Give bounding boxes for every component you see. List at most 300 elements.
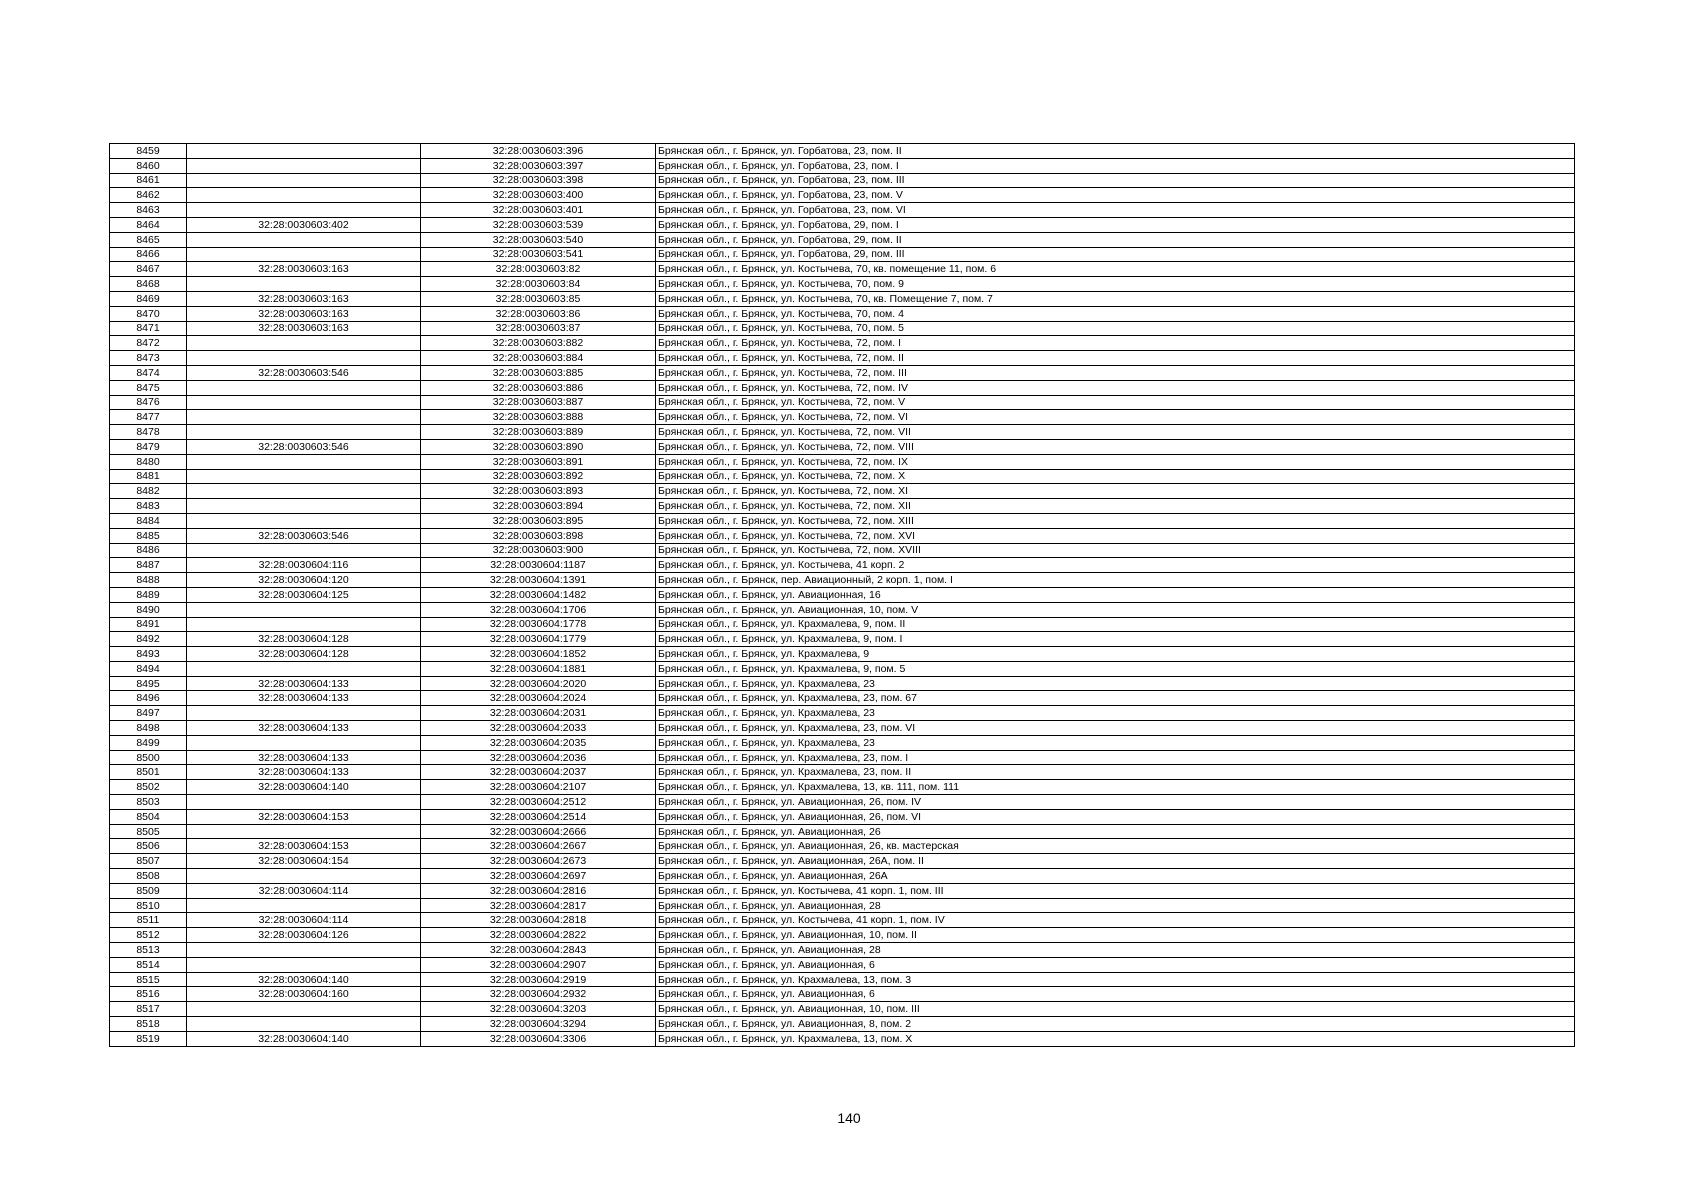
address-cell: Брянская обл., г. Брянск, пер. Авиационный, 2 корп. 1, пом. I <box>656 573 1575 588</box>
cadastral-number-cell: 32:28:0030603:887 <box>421 395 656 410</box>
cadastral-number-cell: 32:28:0030603:898 <box>421 528 656 543</box>
cadastral-number-cell: 32:28:0030604:1482 <box>421 587 656 602</box>
table-row <box>110 277 1575 292</box>
cadastral-number-cell: 32:28:0030603:397 <box>421 158 656 173</box>
parent-cadastral-number-cell <box>187 1002 421 1017</box>
parent-cadastral-number-cell: 32:28:0030603:402 <box>187 217 421 232</box>
address-cell: Брянская обл., г. Брянск, ул. Костычева, 70, пом. 5 <box>656 321 1575 336</box>
address-cell: Брянская обл., г. Брянск, ул. Авиационная, 10, пом. III <box>656 1002 1575 1017</box>
cadastral-number-cell: 32:28:0030604:2932 <box>421 987 656 1002</box>
table-row <box>110 987 1575 1002</box>
address-cell: Брянская обл., г. Брянск, ул. Костычева, 70, пом. 9 <box>656 277 1575 292</box>
address-cell: Брянская обл., г. Брянск, ул. Крахмалева, 9, пом. I <box>656 632 1575 647</box>
table-row <box>110 203 1575 218</box>
table-row <box>110 780 1575 795</box>
row-number-cell: 8517 <box>110 1002 187 1017</box>
parent-cadastral-number-cell: 32:28:0030604:114 <box>187 913 421 928</box>
address-cell: Брянская обл., г. Брянск, ул. Авиационная, 28 <box>656 943 1575 958</box>
table-row <box>110 499 1575 514</box>
address-cell: Брянская обл., г. Брянск, ул. Горбатова, 29, пом. I <box>656 217 1575 232</box>
parent-cadastral-number-cell <box>187 351 421 366</box>
row-number-cell: 8515 <box>110 972 187 987</box>
parent-cadastral-number-cell <box>187 173 421 188</box>
address-cell: Брянская обл., г. Брянск, ул. Крахмалева, 23 <box>656 706 1575 721</box>
cadastral-number-cell: 32:28:0030604:2667 <box>421 839 656 854</box>
table-row <box>110 513 1575 528</box>
address-cell: Брянская обл., г. Брянск, ул. Костычева, 72, пом. XVIII <box>656 543 1575 558</box>
cadastral-number-cell: 32:28:0030603:84 <box>421 277 656 292</box>
table-row <box>110 528 1575 543</box>
table-row <box>110 928 1575 943</box>
address-cell: Брянская обл., г. Брянск, ул. Авиационная, 26 <box>656 824 1575 839</box>
row-number-cell: 8489 <box>110 587 187 602</box>
row-number-cell: 8493 <box>110 647 187 662</box>
row-number-cell: 8508 <box>110 869 187 884</box>
table-row <box>110 351 1575 366</box>
cadastral-number-cell: 32:28:0030604:2024 <box>421 691 656 706</box>
table-row <box>110 602 1575 617</box>
cadastral-number-cell: 32:28:0030603:539 <box>421 217 656 232</box>
row-number-cell: 8466 <box>110 247 187 262</box>
table-row <box>110 365 1575 380</box>
address-cell: Брянская обл., г. Брянск, ул. Горбатова, 23, пом. I <box>656 158 1575 173</box>
address-cell: Брянская обл., г. Брянск, ул. Костычева, 72, пом. II <box>656 351 1575 366</box>
cadastral-number-cell: 32:28:0030603:900 <box>421 543 656 558</box>
cadastral-number-cell: 32:28:0030603:540 <box>421 232 656 247</box>
address-cell: Брянская обл., г. Брянск, ул. Костычева, 72, пом. X <box>656 469 1575 484</box>
row-number-cell: 8512 <box>110 928 187 943</box>
address-cell: Брянская обл., г. Брянск, ул. Крахмалева, 23 <box>656 735 1575 750</box>
parent-cadastral-number-cell <box>187 380 421 395</box>
row-number-cell: 8492 <box>110 632 187 647</box>
address-cell: Брянская обл., г. Брянск, ул. Авиационная, 16 <box>656 587 1575 602</box>
parent-cadastral-number-cell: 32:28:0030604:133 <box>187 676 421 691</box>
parent-cadastral-number-cell: 32:28:0030604:116 <box>187 558 421 573</box>
parent-cadastral-number-cell <box>187 661 421 676</box>
address-cell: Брянская обл., г. Брянск, ул. Костычева, 72, пом. V <box>656 395 1575 410</box>
table-row <box>110 854 1575 869</box>
row-number-cell: 8494 <box>110 661 187 676</box>
address-cell: Брянская обл., г. Брянск, ул. Авиационная, 6 <box>656 987 1575 1002</box>
parent-cadastral-number-cell <box>187 484 421 499</box>
table-row <box>110 795 1575 810</box>
address-cell: Брянская обл., г. Брянск, ул. Крахмалева, 9, пом. II <box>656 617 1575 632</box>
page-number: 140 <box>837 1110 861 1126</box>
table-row <box>110 232 1575 247</box>
address-cell: Брянская обл., г. Брянск, ул. Костычева, 72, пом. VIII <box>656 439 1575 454</box>
table-row <box>110 676 1575 691</box>
table-row <box>110 661 1575 676</box>
cadastral-number-cell: 32:28:0030603:541 <box>421 247 656 262</box>
address-cell: Брянская обл., г. Брянск, ул. Костычева, 72, пом. XIII <box>656 513 1575 528</box>
table-row <box>110 898 1575 913</box>
address-cell: Брянская обл., г. Брянск, ул. Костычева, 41 корп. 1, пом. IV <box>656 913 1575 928</box>
table-row <box>110 158 1575 173</box>
parent-cadastral-number-cell: 32:28:0030603:546 <box>187 439 421 454</box>
row-number-cell: 8497 <box>110 706 187 721</box>
parent-cadastral-number-cell <box>187 499 421 514</box>
row-number-cell: 8490 <box>110 602 187 617</box>
parent-cadastral-number-cell: 32:28:0030604:160 <box>187 987 421 1002</box>
cadastral-number-cell: 32:28:0030604:2031 <box>421 706 656 721</box>
address-cell: Брянская обл., г. Брянск, ул. Костычева, 72, пом. XVI <box>656 528 1575 543</box>
parent-cadastral-number-cell: 32:28:0030604:133 <box>187 750 421 765</box>
row-number-cell: 8516 <box>110 987 187 1002</box>
table-row <box>110 291 1575 306</box>
cadastral-number-cell: 32:28:0030603:886 <box>421 380 656 395</box>
address-cell: Брянская обл., г. Брянск, ул. Горбатова, 29, пом. II <box>656 232 1575 247</box>
cadastral-number-cell: 32:28:0030603:401 <box>421 203 656 218</box>
row-number-cell: 8502 <box>110 780 187 795</box>
address-cell: Брянская обл., г. Брянск, ул. Авиационная, 26, кв. мастерская <box>656 839 1575 854</box>
row-number-cell: 8468 <box>110 277 187 292</box>
row-number-cell: 8518 <box>110 1017 187 1032</box>
table-row <box>110 765 1575 780</box>
address-cell: Брянская обл., г. Брянск, ул. Горбатова, 23, пом. III <box>656 173 1575 188</box>
row-number-cell: 8475 <box>110 380 187 395</box>
row-number-cell: 8471 <box>110 321 187 336</box>
table-row <box>110 306 1575 321</box>
row-number-cell: 8498 <box>110 721 187 736</box>
row-number-cell: 8496 <box>110 691 187 706</box>
address-cell: Брянская обл., г. Брянск, ул. Горбатова, 23, пом. II <box>656 144 1575 159</box>
parent-cadastral-number-cell: 32:28:0030603:163 <box>187 306 421 321</box>
table-row <box>110 217 1575 232</box>
table-row <box>110 454 1575 469</box>
table-row <box>110 1002 1575 1017</box>
row-number-cell: 8510 <box>110 898 187 913</box>
cadastral-number-cell: 32:28:0030604:2036 <box>421 750 656 765</box>
row-number-cell: 8507 <box>110 854 187 869</box>
row-number-cell: 8481 <box>110 469 187 484</box>
cadastral-number-cell: 32:28:0030603:398 <box>421 173 656 188</box>
parent-cadastral-number-cell <box>187 824 421 839</box>
parent-cadastral-number-cell <box>187 602 421 617</box>
parent-cadastral-number-cell <box>187 869 421 884</box>
address-cell: Брянская обл., г. Брянск, ул. Крахмалева, 23, пом. 67 <box>656 691 1575 706</box>
row-number-cell: 8486 <box>110 543 187 558</box>
parent-cadastral-number-cell: 32:28:0030604:114 <box>187 883 421 898</box>
parent-cadastral-number-cell <box>187 735 421 750</box>
cadastral-number-cell: 32:28:0030603:893 <box>421 484 656 499</box>
parent-cadastral-number-cell <box>187 706 421 721</box>
cadastral-number-cell: 32:28:0030603:885 <box>421 365 656 380</box>
parent-cadastral-number-cell <box>187 144 421 159</box>
table-row <box>110 558 1575 573</box>
cadastral-number-cell: 32:28:0030604:2817 <box>421 898 656 913</box>
cadastral-number-cell: 32:28:0030604:2907 <box>421 957 656 972</box>
parent-cadastral-number-cell: 32:28:0030603:163 <box>187 262 421 277</box>
cadastral-number-cell: 32:28:0030603:892 <box>421 469 656 484</box>
address-cell: Брянская обл., г. Брянск, ул. Костычева, 70, пом. 4 <box>656 306 1575 321</box>
address-cell: Брянская обл., г. Брянск, ул. Крахмалева, 13, пом. 3 <box>656 972 1575 987</box>
row-number-cell: 8503 <box>110 795 187 810</box>
parent-cadastral-number-cell: 32:28:0030604:128 <box>187 632 421 647</box>
address-cell: Брянская обл., г. Брянск, ул. Костычева, 70, кв. Помещение 7, пом. 7 <box>656 291 1575 306</box>
parent-cadastral-number-cell: 32:28:0030603:546 <box>187 528 421 543</box>
table-row <box>110 735 1575 750</box>
table-row <box>110 1017 1575 1032</box>
address-cell: Брянская обл., г. Брянск, ул. Авиационная, 26А, пом. II <box>656 854 1575 869</box>
row-number-cell: 8483 <box>110 499 187 514</box>
address-cell: Брянская обл., г. Брянск, ул. Крахмалева, 23, пом. II <box>656 765 1575 780</box>
table-row <box>110 410 1575 425</box>
table-row <box>110 587 1575 602</box>
parent-cadastral-number-cell: 32:28:0030604:140 <box>187 1031 421 1046</box>
address-cell: Брянская обл., г. Брянск, ул. Крахмалева, 9 <box>656 647 1575 662</box>
table-row <box>110 809 1575 824</box>
table-row <box>110 647 1575 662</box>
address-cell: Брянская обл., г. Брянск, ул. Костычева, 72, пом. XI <box>656 484 1575 499</box>
row-number-cell: 8501 <box>110 765 187 780</box>
address-cell: Брянская обл., г. Брянск, ул. Костычева, 72, пом. XII <box>656 499 1575 514</box>
row-number-cell: 8505 <box>110 824 187 839</box>
parent-cadastral-number-cell <box>187 1017 421 1032</box>
cadastral-number-cell: 32:28:0030604:2822 <box>421 928 656 943</box>
address-cell: Брянская обл., г. Брянск, ул. Крахмалева, 9, пом. 5 <box>656 661 1575 676</box>
cadastral-number-cell: 32:28:0030604:2033 <box>421 721 656 736</box>
cadastral-number-cell: 32:28:0030603:895 <box>421 513 656 528</box>
cadastral-number-cell: 32:28:0030604:1881 <box>421 661 656 676</box>
cadastral-number-cell: 32:28:0030604:1779 <box>421 632 656 647</box>
cadastral-number-cell: 32:28:0030603:882 <box>421 336 656 351</box>
parent-cadastral-number-cell: 32:28:0030604:126 <box>187 928 421 943</box>
parent-cadastral-number-cell <box>187 898 421 913</box>
parent-cadastral-number-cell <box>187 425 421 440</box>
row-number-cell: 8511 <box>110 913 187 928</box>
row-number-cell: 8463 <box>110 203 187 218</box>
table-row <box>110 188 1575 203</box>
cadastral-number-cell: 32:28:0030604:2037 <box>421 765 656 780</box>
table-row <box>110 883 1575 898</box>
cadastral-number-cell: 32:28:0030604:2816 <box>421 883 656 898</box>
register-table-body <box>110 144 1575 1047</box>
address-cell: Брянская обл., г. Брянск, ул. Авиационная, 10, пом. V <box>656 602 1575 617</box>
row-number-cell: 8464 <box>110 217 187 232</box>
table-row <box>110 824 1575 839</box>
table-row <box>110 395 1575 410</box>
cadastral-number-cell: 32:28:0030603:891 <box>421 454 656 469</box>
parent-cadastral-number-cell: 32:28:0030604:133 <box>187 691 421 706</box>
cadastral-number-cell: 32:28:0030604:2035 <box>421 735 656 750</box>
address-cell: Брянская обл., г. Брянск, ул. Костычева, 72, пом. IX <box>656 454 1575 469</box>
parent-cadastral-number-cell: 32:28:0030603:546 <box>187 365 421 380</box>
cadastral-number-cell: 32:28:0030604:3203 <box>421 1002 656 1017</box>
table-row <box>110 173 1575 188</box>
parent-cadastral-number-cell: 32:28:0030604:125 <box>187 587 421 602</box>
cadastral-number-cell: 32:28:0030604:2020 <box>421 676 656 691</box>
cadastral-number-cell: 32:28:0030604:2673 <box>421 854 656 869</box>
address-cell: Брянская обл., г. Брянск, ул. Горбатова, 29, пом. III <box>656 247 1575 262</box>
table-row <box>110 750 1575 765</box>
table-row <box>110 706 1575 721</box>
row-number-cell: 8477 <box>110 410 187 425</box>
parent-cadastral-number-cell <box>187 158 421 173</box>
cadastral-number-cell: 32:28:0030604:1187 <box>421 558 656 573</box>
row-number-cell: 8473 <box>110 351 187 366</box>
row-number-cell: 8484 <box>110 513 187 528</box>
table-row <box>110 617 1575 632</box>
table-row <box>110 439 1575 454</box>
cadastral-number-cell: 32:28:0030604:1706 <box>421 602 656 617</box>
parent-cadastral-number-cell <box>187 469 421 484</box>
table-row <box>110 573 1575 588</box>
cadastral-number-cell: 32:28:0030604:2514 <box>421 809 656 824</box>
row-number-cell: 8480 <box>110 454 187 469</box>
row-number-cell: 8488 <box>110 573 187 588</box>
cadastral-number-cell: 32:28:0030603:86 <box>421 306 656 321</box>
address-cell: Брянская обл., г. Брянск, ул. Авиационная, 28 <box>656 898 1575 913</box>
table-row <box>110 1031 1575 1046</box>
address-cell: Брянская обл., г. Брянск, ул. Крахмалева, 23, пом. I <box>656 750 1575 765</box>
address-cell: Брянская обл., г. Брянск, ул. Авиационная, 26, пом. VI <box>656 809 1575 824</box>
row-number-cell: 8485 <box>110 528 187 543</box>
parent-cadastral-number-cell <box>187 336 421 351</box>
cadastral-number-cell: 32:28:0030603:889 <box>421 425 656 440</box>
address-cell: Брянская обл., г. Брянск, ул. Авиационная, 10, пом. II <box>656 928 1575 943</box>
table-row <box>110 144 1575 159</box>
cadastral-number-cell: 32:28:0030603:396 <box>421 144 656 159</box>
parent-cadastral-number-cell <box>187 232 421 247</box>
parent-cadastral-number-cell <box>187 277 421 292</box>
row-number-cell: 8472 <box>110 336 187 351</box>
parent-cadastral-number-cell <box>187 617 421 632</box>
table-row <box>110 380 1575 395</box>
address-cell: Брянская обл., г. Брянск, ул. Авиационная, 26, пом. IV <box>656 795 1575 810</box>
parent-cadastral-number-cell <box>187 513 421 528</box>
cadastral-number-cell: 32:28:0030603:87 <box>421 321 656 336</box>
address-cell: Брянская обл., г. Брянск, ул. Костычева, 72, пом. III <box>656 365 1575 380</box>
parent-cadastral-number-cell: 32:28:0030604:154 <box>187 854 421 869</box>
row-number-cell: 8467 <box>110 262 187 277</box>
parent-cadastral-number-cell <box>187 943 421 958</box>
cadastral-number-cell: 32:28:0030604:3294 <box>421 1017 656 1032</box>
address-cell: Брянская обл., г. Брянск, ул. Костычева, 72, пом. IV <box>656 380 1575 395</box>
cadastral-number-cell: 32:28:0030603:85 <box>421 291 656 306</box>
parent-cadastral-number-cell: 32:28:0030604:140 <box>187 780 421 795</box>
row-number-cell: 8470 <box>110 306 187 321</box>
address-cell: Брянская обл., г. Брянск, ул. Авиационная, 26А <box>656 869 1575 884</box>
cadastral-number-cell: 32:28:0030604:3306 <box>421 1031 656 1046</box>
row-number-cell: 8462 <box>110 188 187 203</box>
table-row <box>110 721 1575 736</box>
address-cell: Брянская обл., г. Брянск, ул. Горбатова, 23, пом. VI <box>656 203 1575 218</box>
table-row <box>110 484 1575 499</box>
cadastral-number-cell: 32:28:0030604:2666 <box>421 824 656 839</box>
cadastral-number-cell: 32:28:0030604:1852 <box>421 647 656 662</box>
parent-cadastral-number-cell: 32:28:0030604:128 <box>187 647 421 662</box>
address-cell: Брянская обл., г. Брянск, ул. Авиационная, 6 <box>656 957 1575 972</box>
address-cell: Брянская обл., г. Брянск, ул. Костычева, 72, пом. VI <box>656 410 1575 425</box>
parent-cadastral-number-cell <box>187 543 421 558</box>
cadastral-number-cell: 32:28:0030604:2818 <box>421 913 656 928</box>
cadastral-number-cell: 32:28:0030603:884 <box>421 351 656 366</box>
row-number-cell: 8500 <box>110 750 187 765</box>
table-row <box>110 632 1575 647</box>
parent-cadastral-number-cell: 32:28:0030604:133 <box>187 765 421 780</box>
address-cell: Брянская обл., г. Брянск, ул. Костычева, 72, пом. I <box>656 336 1575 351</box>
row-number-cell: 8460 <box>110 158 187 173</box>
row-number-cell: 8465 <box>110 232 187 247</box>
table-row <box>110 943 1575 958</box>
row-number-cell: 8487 <box>110 558 187 573</box>
row-number-cell: 8519 <box>110 1031 187 1046</box>
row-number-cell: 8478 <box>110 425 187 440</box>
address-cell: Брянская обл., г. Брянск, ул. Костычева, 70, кв. помещение 11, пом. 6 <box>656 262 1575 277</box>
cadastral-number-cell: 32:28:0030603:888 <box>421 410 656 425</box>
row-number-cell: 8499 <box>110 735 187 750</box>
table-row <box>110 972 1575 987</box>
cadastral-number-cell: 32:28:0030604:2919 <box>421 972 656 987</box>
row-number-cell: 8504 <box>110 809 187 824</box>
cadastral-number-cell: 32:28:0030603:890 <box>421 439 656 454</box>
row-number-cell: 8479 <box>110 439 187 454</box>
table-row <box>110 869 1575 884</box>
parent-cadastral-number-cell: 32:28:0030604:153 <box>187 809 421 824</box>
row-number-cell: 8491 <box>110 617 187 632</box>
parent-cadastral-number-cell <box>187 957 421 972</box>
table-row <box>110 543 1575 558</box>
row-number-cell: 8476 <box>110 395 187 410</box>
parent-cadastral-number-cell <box>187 410 421 425</box>
table-row <box>110 336 1575 351</box>
parent-cadastral-number-cell <box>187 188 421 203</box>
row-number-cell: 8482 <box>110 484 187 499</box>
cadastral-number-cell: 32:28:0030604:2512 <box>421 795 656 810</box>
cadastral-number-cell: 32:28:0030604:2843 <box>421 943 656 958</box>
address-cell: Брянская обл., г. Брянск, ул. Костычева, 41 корп. 2 <box>656 558 1575 573</box>
row-number-cell: 8513 <box>110 943 187 958</box>
parent-cadastral-number-cell <box>187 454 421 469</box>
row-number-cell: 8509 <box>110 883 187 898</box>
row-number-cell: 8495 <box>110 676 187 691</box>
cadastral-number-cell: 32:28:0030604:2697 <box>421 869 656 884</box>
cadastral-number-cell: 32:28:0030604:1391 <box>421 573 656 588</box>
parent-cadastral-number-cell <box>187 795 421 810</box>
parent-cadastral-number-cell: 32:28:0030604:140 <box>187 972 421 987</box>
row-number-cell: 8474 <box>110 365 187 380</box>
parent-cadastral-number-cell <box>187 247 421 262</box>
cadastral-number-cell: 32:28:0030603:400 <box>421 188 656 203</box>
address-cell: Брянская обл., г. Брянск, ул. Авиационная, 8, пом. 2 <box>656 1017 1575 1032</box>
table-row <box>110 247 1575 262</box>
row-number-cell: 8469 <box>110 291 187 306</box>
table-row <box>110 321 1575 336</box>
address-cell: Брянская обл., г. Брянск, ул. Крахмалева, 23, пом. VI <box>656 721 1575 736</box>
table-row <box>110 913 1575 928</box>
parent-cadastral-number-cell: 32:28:0030604:153 <box>187 839 421 854</box>
cadastral-number-cell: 32:28:0030604:1778 <box>421 617 656 632</box>
parent-cadastral-number-cell: 32:28:0030603:163 <box>187 321 421 336</box>
parent-cadastral-number-cell: 32:28:0030604:120 <box>187 573 421 588</box>
parent-cadastral-number-cell <box>187 203 421 218</box>
table-row <box>110 425 1575 440</box>
cadastral-number-cell: 32:28:0030603:894 <box>421 499 656 514</box>
row-number-cell: 8461 <box>110 173 187 188</box>
table-row <box>110 262 1575 277</box>
cadastral-number-cell: 32:28:0030603:82 <box>421 262 656 277</box>
cadastral-number-cell: 32:28:0030604:2107 <box>421 780 656 795</box>
row-number-cell: 8459 <box>110 144 187 159</box>
address-cell: Брянская обл., г. Брянск, ул. Костычева, 41 корп. 1, пом. III <box>656 883 1575 898</box>
address-cell: Брянская обл., г. Брянск, ул. Крахмалева, 13, пом. X <box>656 1031 1575 1046</box>
table-row <box>110 839 1575 854</box>
address-cell: Брянская обл., г. Брянск, ул. Крахмалева, 13, кв. 111, пом. 111 <box>656 780 1575 795</box>
address-cell: Брянская обл., г. Брянск, ул. Костычева, 72, пом. VII <box>656 425 1575 440</box>
parent-cadastral-number-cell: 32:28:0030604:133 <box>187 721 421 736</box>
address-cell: Брянская обл., г. Брянск, ул. Горбатова, 23, пом. V <box>656 188 1575 203</box>
table-row <box>110 691 1575 706</box>
